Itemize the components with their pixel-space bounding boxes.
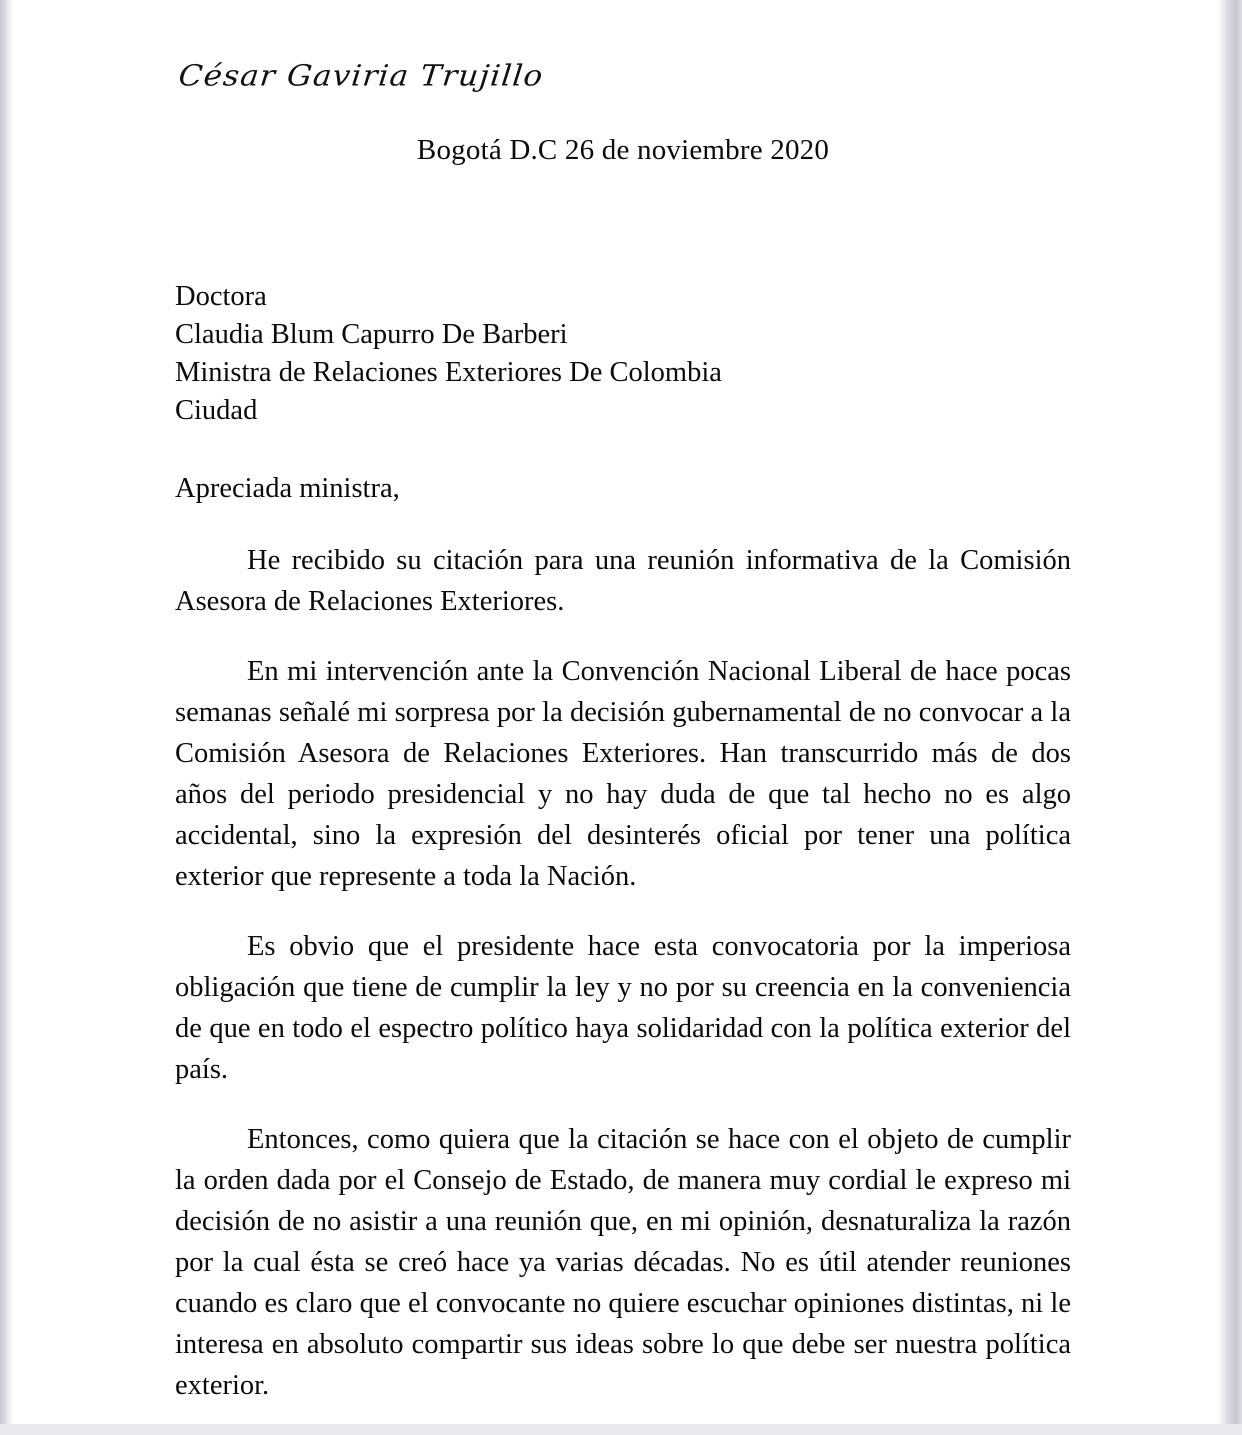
body-paragraph-4: Entonces, como quiera que la citación se hace con el objeto de cumplir la orden dada por el Consejo de Estado, de manera muy cordial le expreso mi decisión de no asistir a una reunión que, en mi opinión, desnaturaliza la razón por la cual ésta se creó hace ya varias décadas. No es útil atender reuniones cuando es claro que el convocante no quiere escuchar opiniones distintas, ni le interesa en absoluto compartir sus ideas sobre lo que debe ser nuestra política exterior.: [175, 1124, 1071, 1401]
addressee-title: Doctora: [175, 281, 267, 312]
letter-page: [14, 0, 1220, 1424]
body-paragraph-3: Es obvio que el presidente hace esta convocatoria por la imperiosa obligación que tiene de cumplir la ley y no por su creencia en la conveniencia de que en todo el espectro político haya solidaridad con la política exterior del país.: [175, 931, 1071, 1085]
salutation: Apreciada ministra,: [175, 473, 400, 504]
addressee-location: Ciudad: [175, 395, 258, 426]
letter-body: [175, 0, 1071, 1435]
addressee-name: Claudia Blum Capurro De Barberi: [175, 319, 568, 350]
addressee-block: [175, 278, 1071, 430]
body-paragraph-2: En mi intervención ante la Convención Nacional Liberal de hace pocas semanas señalé mi sorpresa por la decisión gubernamental de no convocar a la Comisión Asesora de Relaciones Exteriores. Han transcurrido más de dos años del periodo presidencial y no hay duda de que tal hecho no es algo accidental, sino la expresión del desinterés oficial por tener una política exterior que represente a toda la Nación.: [175, 656, 1071, 892]
addressee-position: Ministra de Relaciones Exteriores De Colombia: [175, 357, 722, 388]
date-line: Bogotá D.C 26 de noviembre 2020: [416, 134, 830, 166]
letterhead-signature-name: César Gaviria Trujillo: [177, 59, 546, 93]
body-paragraph-1: He recibido su citación para una reunión informativa de la Comisión Asesora de Relaciones Exteriores.: [175, 545, 1071, 617]
